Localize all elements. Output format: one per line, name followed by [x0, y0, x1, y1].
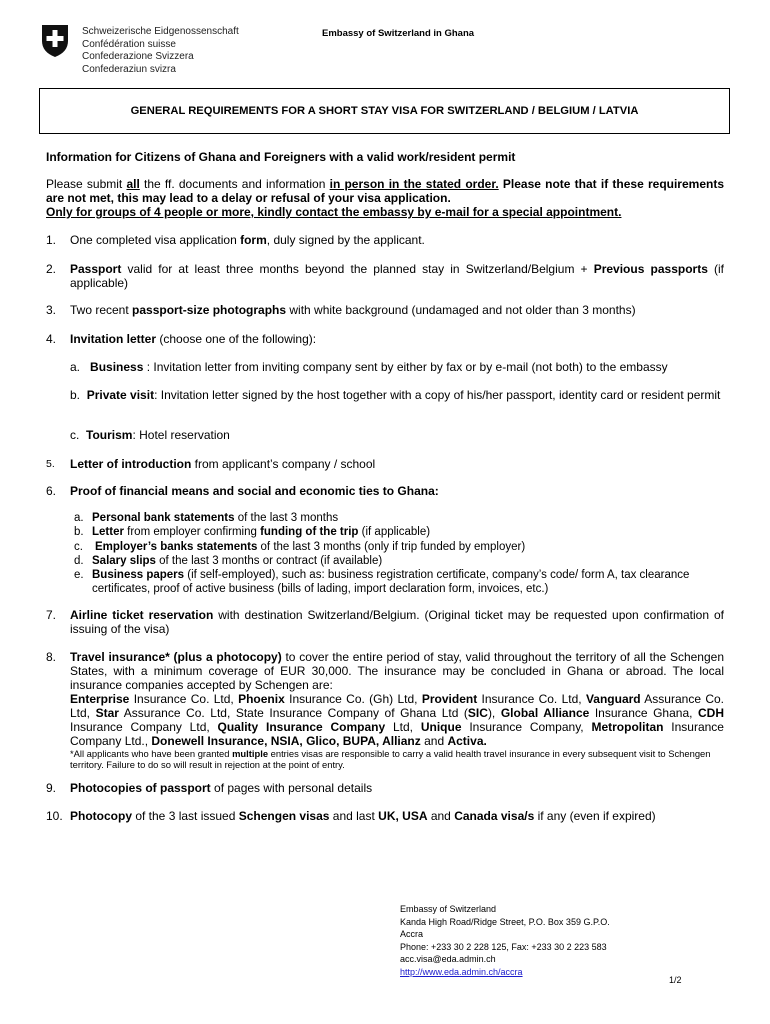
item-6-number: 6.	[46, 484, 57, 498]
intro-heading: Information for Citizens of Ghana and Foreigners with a valid work/resident permit	[46, 150, 516, 164]
item-6: Proof of financial means and social and economic ties to Ghana:	[70, 484, 439, 498]
page-number: 1/2	[669, 975, 682, 985]
item-7-number: 7.	[46, 608, 57, 622]
item-4c: c. Tourism: Hotel reservation	[70, 428, 230, 442]
item-3: Two recent passport-size photographs with white background (undamaged and not older than 3 months)	[70, 303, 636, 317]
item-6c: Employer’s banks statements of the last 3 months (only if trip funded by employer)	[95, 541, 526, 553]
confederation-name-fr: Confédération suisse	[82, 38, 176, 50]
item-6a: Personal bank statements of the last 3 months	[92, 512, 339, 524]
item-4-number: 4.	[46, 332, 57, 346]
item-6a-letter: a.	[74, 512, 84, 524]
swiss-coat-of-arms-icon	[41, 24, 69, 58]
item-4: Invitation letter (choose one of the following):	[70, 332, 317, 346]
footer-address: Kanda High Road/Ridge Street, P.O. Box 359 G.P.O.	[400, 916, 610, 927]
confederation-name-it: Confederazione Svizzera	[82, 51, 194, 62]
insurance-footnote: *All applicants who have been granted multiple entries visas are responsible to carry a valid health travel insurance in every subsequent visit to Schengen territory. Failure to do so will result in rejection at the point of entry.	[70, 748, 711, 770]
item-7: Airline ticket reservation with destination Switzerland/Belgium. (Original ticket may be requested upon confirmation of issuing of the visa)	[70, 608, 724, 636]
intro-paragraph: Please submit all the ff. documents and information in person in the stated order. Please note that if these requirements are not met, this may lead to a delay or refusal of your visa application. Only for groups of 4 people or more, kindly contact the embassy by e-mail for a special appointment.	[46, 177, 724, 219]
footer-embassy-name: Embassy of Switzerland	[400, 904, 497, 914]
item-10-number: 10.	[46, 809, 63, 823]
embassy-header: Embassy of Switzerland in Ghana	[322, 28, 475, 39]
item-2-number: 2.	[46, 262, 57, 276]
item-5: Letter of introduction from applicant’s company / school	[70, 457, 376, 471]
confederation-name-de: Schweizerische Eidgenossenschaft	[82, 26, 239, 37]
footer-email[interactable]: acc.visa@eda.admin.ch	[400, 954, 496, 965]
confederation-names	[82, 26, 239, 76]
item-6d-letter: d.	[74, 555, 84, 567]
item-6b-letter: b.	[74, 526, 84, 538]
title-box	[39, 88, 730, 134]
footer-phone-fax: Phone: +233 30 2 228 125, Fax: +233 30 2 223 583	[400, 941, 607, 952]
item-10: Photocopy of the 3 last issued Schengen visas and last UK, USA and Canada visa/s if any (even if expired)	[70, 809, 656, 823]
item-6c-letter: c.	[74, 541, 83, 553]
item-6e: Business papers (if self-employed), such as: business registration certificate, company’s code/ form A, tax clearance certificates, proof of active business (bills of lading, import declaration form, invoices, etc.)	[92, 569, 690, 595]
item-3-number: 3.	[46, 303, 57, 317]
item-6e-letter: e.	[74, 569, 84, 581]
page-title: GENERAL REQUIREMENTS FOR A SHORT STAY VISA FOR SWITZERLAND / BELGIUM / LATVIA	[130, 105, 639, 117]
item-2: Passport valid for at least three months beyond the planned stay in Switzerland/Belgium + Previous passports (if applicable)	[70, 262, 724, 290]
footer-website-link[interactable]: http://www.eda.admin.ch/accra	[400, 966, 523, 977]
item-9-number: 9.	[46, 781, 57, 795]
item-8-number: 8.	[46, 650, 57, 664]
item-9: Photocopies of passport of pages with personal details	[70, 781, 373, 795]
groups-note: Only for groups of 4 people or more, kindly contact the embassy by e-mail for a special appointment.	[46, 205, 622, 219]
embassy-address-block	[400, 903, 610, 979]
item-6d: Salary slips of the last 3 months or contract (if available)	[92, 555, 383, 567]
item-6b: Letter from employer confirming funding of the trip (if applicable)	[92, 526, 431, 538]
confederation-name-rm: Confederaziun svizra	[82, 63, 176, 75]
item-4b: b. Private visit: Invitation letter signed by the host together with a copy of his/her passport, identity card or resident permit	[70, 388, 721, 402]
item-4a: a. Business : Invitation letter from inviting company sent by either by fax or by e-mail (not both) to the embassy	[70, 360, 668, 374]
footer-city: Accra	[400, 929, 424, 940]
item-8: Travel insurance* (plus a photocopy) to cover the entire period of stay, valid throughout the territory of all the Schengen States, with a minimum coverage of EUR 30,000. The insurance may be concluded in Ghana or abroad. The local insurance companies accepted by Schengen are: Enterprise Insurance Co. Ltd, Phoenix Insurance Co. (Gh) Ltd, Provident Insurance Co. Ltd, Vanguard Assurance Co. Ltd, Star Assurance Co. Ltd, State Insurance Company of Ghana Ltd (SIC), Global Alliance Insurance Ghana, CDH Insurance Company Ltd, Quality Insurance Company Ltd, Unique Insurance Company, Metropolitan Insurance Company Ltd., Donewell Insurance, NSIA, Glico, BUPA, Allianz and Activa.	[70, 650, 725, 748]
item-1: One completed visa application form, duly signed by the applicant.	[70, 233, 425, 247]
item-1-number: 1.	[46, 233, 57, 247]
item-5-number: 5.	[46, 458, 55, 470]
